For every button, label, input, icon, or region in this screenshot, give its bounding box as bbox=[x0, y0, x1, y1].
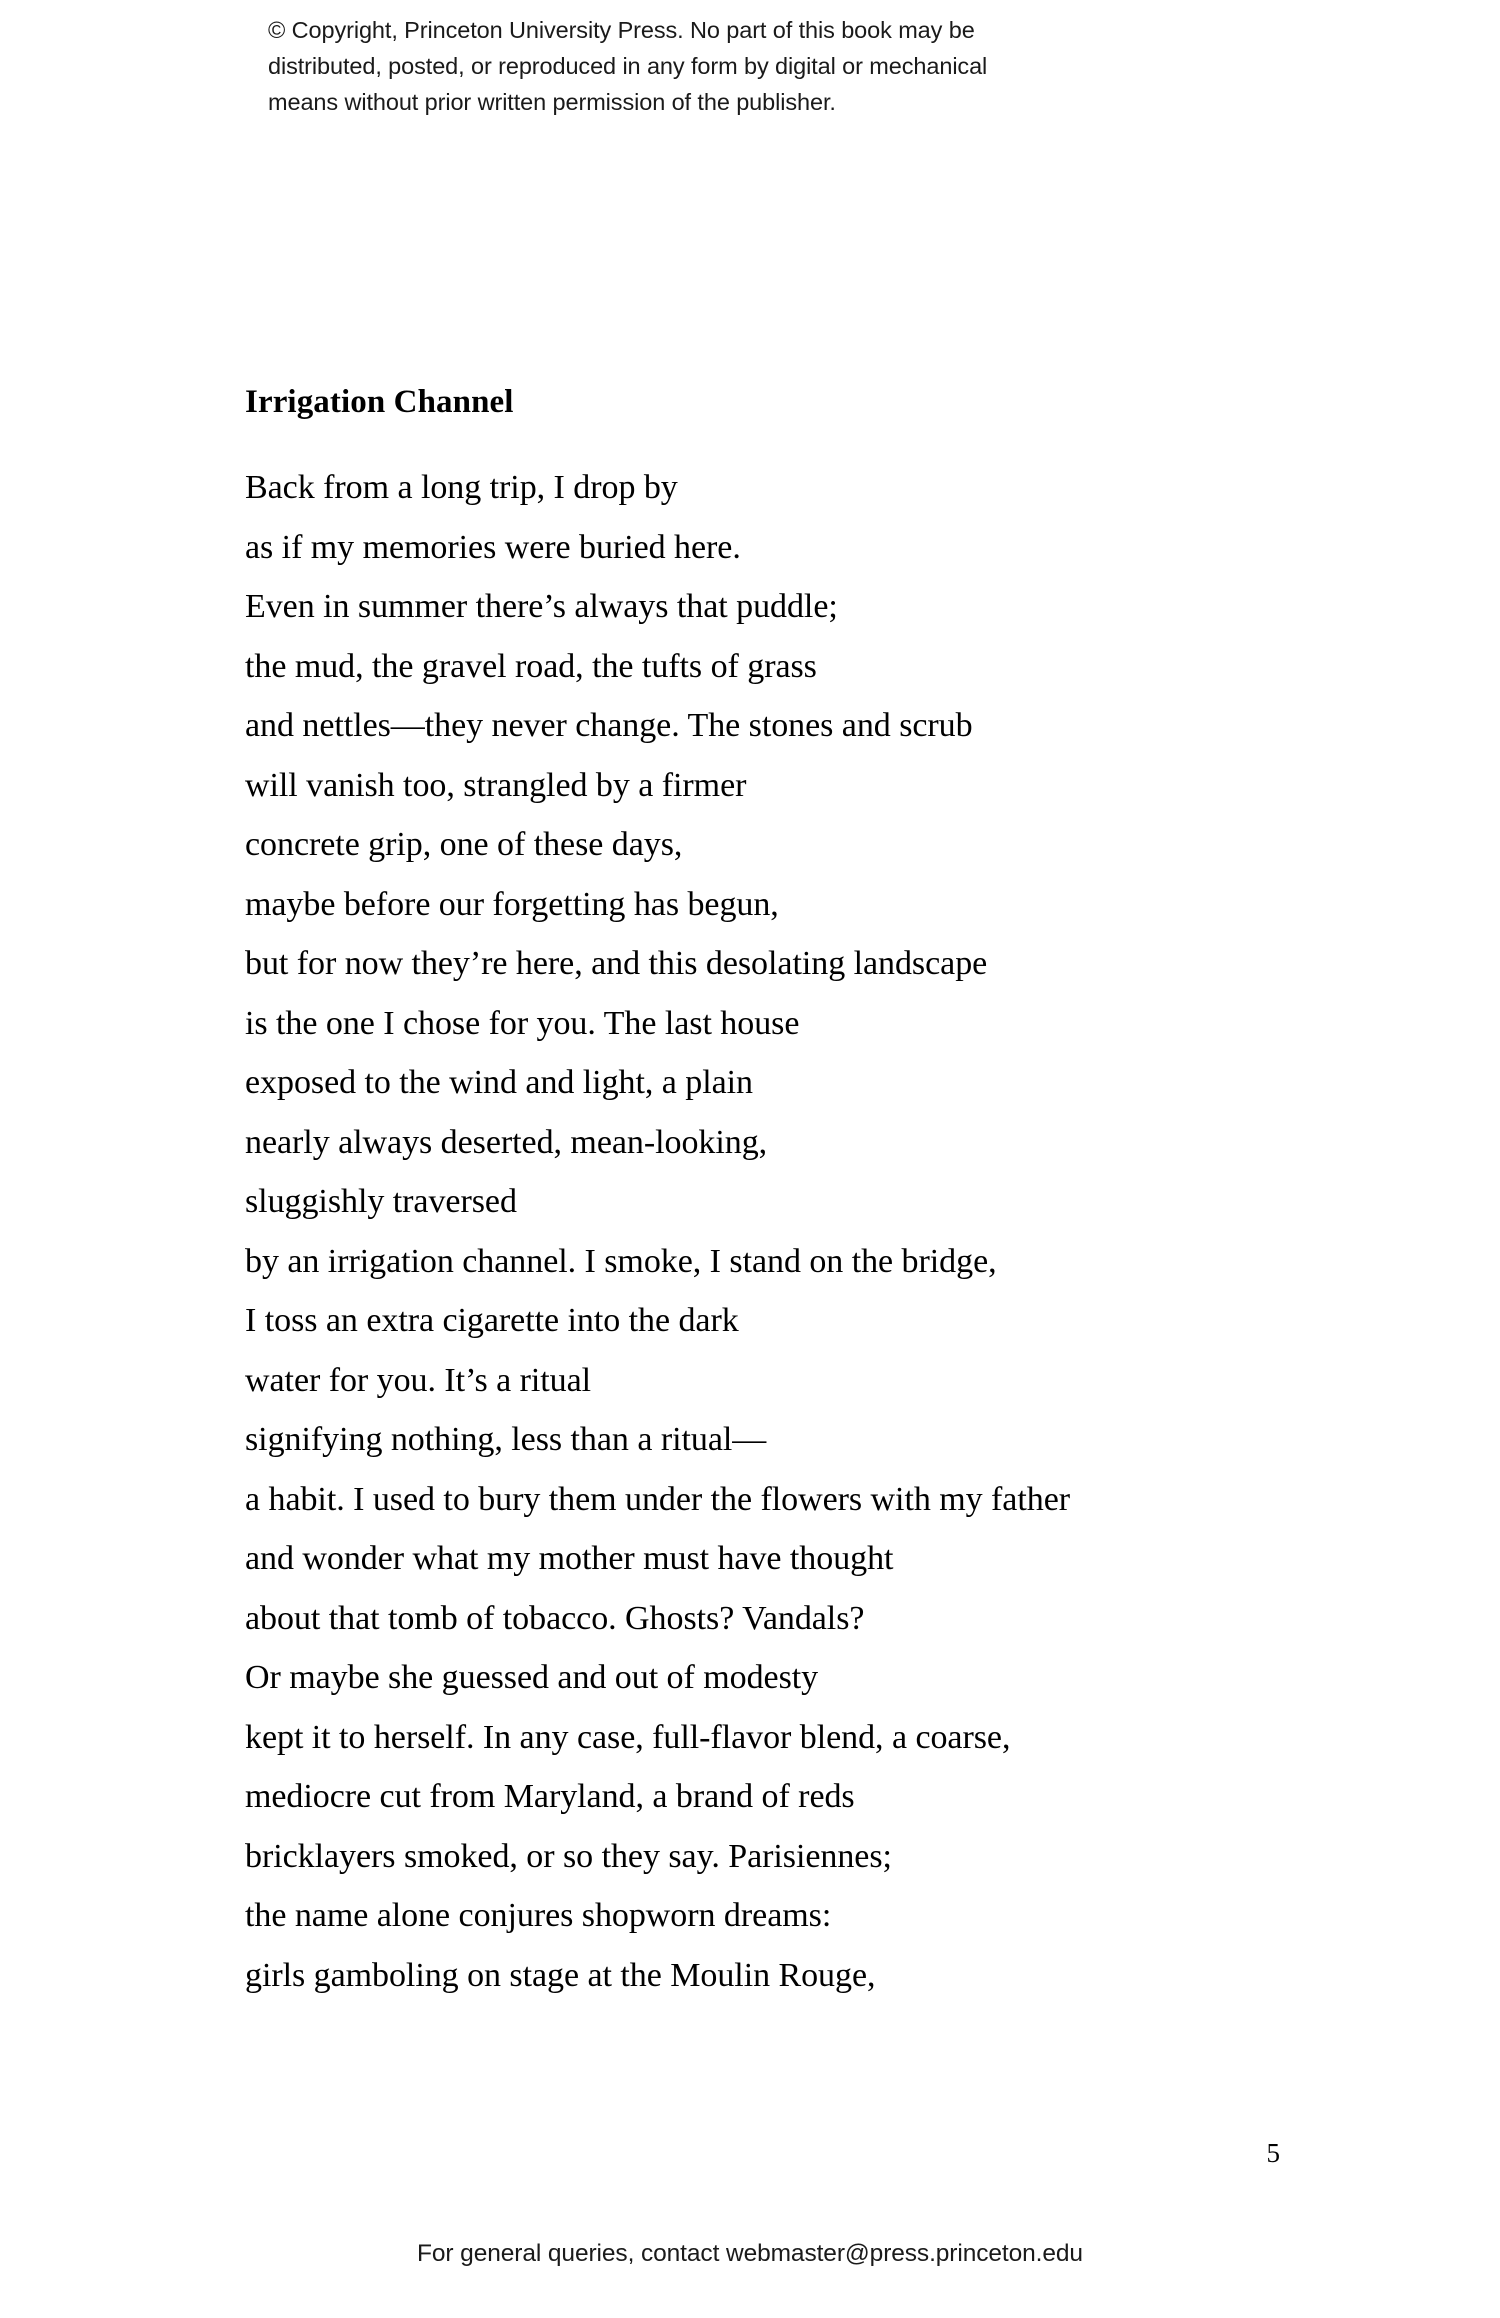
poem-line: girls gamboling on stage at the Moulin Rouge, bbox=[245, 1956, 876, 1994]
poem-line: and nettles—they never change. The stones and scrub bbox=[245, 707, 973, 744]
poem-body bbox=[245, 458, 1345, 2005]
poem-line: will vanish too, strangled by a firmer bbox=[245, 766, 747, 804]
poem-line: by an irrigation channel. I smoke, I stand on the bridge, bbox=[245, 1242, 997, 1280]
poem-line: as if my memories were buried here. bbox=[245, 528, 741, 566]
copyright-line: means without prior written permission of the publisher. bbox=[268, 89, 836, 115]
footer-queries-text: For general queries, contact webmaster@press.princeton.edu bbox=[417, 2240, 1083, 2267]
poem-line: mediocre cut from Maryland, a brand of reds bbox=[245, 1778, 855, 1815]
poem-line: maybe before our forgetting has begun, bbox=[245, 885, 779, 923]
poem-line: the name alone conjures shopworn dreams: bbox=[245, 1897, 832, 1934]
poem-line: about that tomb of tobacco. Ghosts? Vandals? bbox=[245, 1599, 865, 1637]
poem-line: water for you. It’s a ritual bbox=[245, 1361, 592, 1399]
poem-block bbox=[245, 382, 1345, 2005]
poem-line: nearly always deserted, mean-looking, bbox=[245, 1123, 768, 1161]
poem-line: and wonder what my mother must have thought bbox=[245, 1540, 894, 1577]
poem-line: Back from a long trip, I drop by bbox=[245, 469, 678, 506]
poem-line: but for now they’re here, and this desolating landscape bbox=[245, 945, 988, 982]
poem-line: I toss an extra cigarette into the dark bbox=[245, 1302, 739, 1339]
poem-line: concrete grip, one of these days, bbox=[245, 826, 683, 863]
copyright-notice bbox=[268, 12, 1208, 120]
poem-line: is the one I chose for you. The last house bbox=[245, 1004, 800, 1042]
poem-line: exposed to the wind and light, a plain bbox=[245, 1064, 754, 1101]
copyright-line: © Copyright, Princeton University Press. No part of this book may be bbox=[268, 17, 975, 43]
poem-line: a habit. I used to bury them under the flowers with my father bbox=[245, 1480, 1071, 1518]
poem-line: sluggishly traversed bbox=[245, 1183, 517, 1220]
poem-line: Even in summer there’s always that puddle; bbox=[245, 588, 838, 625]
poem-line: the mud, the gravel road, the tufts of grass bbox=[245, 647, 817, 685]
poem-line: bricklayers smoked, or so they say. Parisiennes; bbox=[245, 1837, 892, 1875]
poem-line: Or maybe she guessed and out of modesty bbox=[245, 1659, 819, 1696]
poem-line: kept it to herself. In any case, full-flavor blend, a coarse, bbox=[245, 1718, 1011, 1756]
page-number: 5 bbox=[1266, 2138, 1280, 2168]
copyright-line: distributed, posted, or reproduced in any form by digital or mechanical bbox=[268, 53, 988, 79]
poem-line: signifying nothing, less than a ritual— bbox=[245, 1421, 767, 1458]
poem-title: Irrigation Channel bbox=[245, 384, 514, 420]
